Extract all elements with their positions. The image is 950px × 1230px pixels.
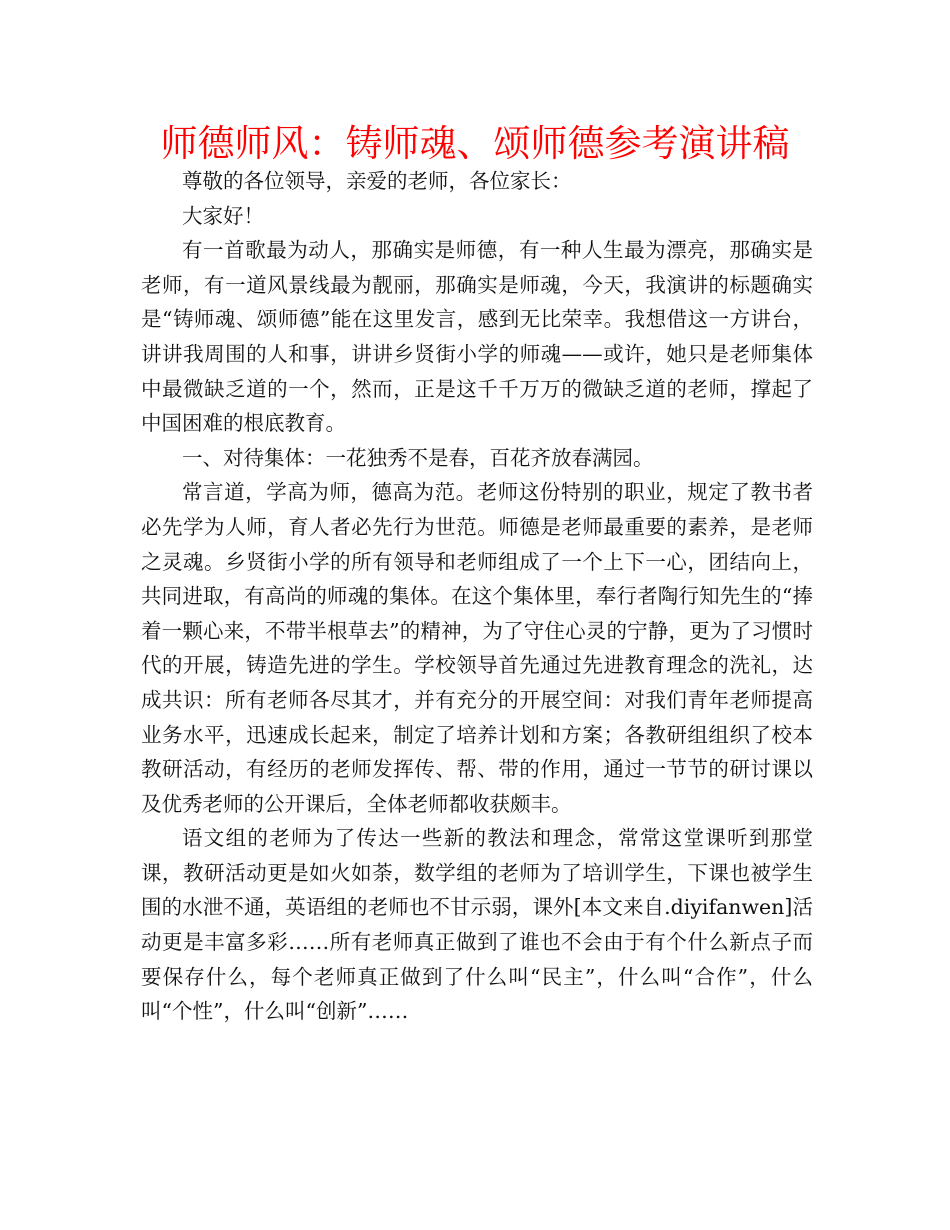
greeting-paragraph: 大家好！ <box>182 203 264 228</box>
document-body <box>141 164 813 1029</box>
body-paragraph: 语文组的老师为了传达一些新的教法和理念，常常这堂课听到那堂课，教研活动更是如火如荼，数学组的老师为了培训学生，下课也被学生围的水泄不通，英语组的老师也不甘示弱，课外[本文来自.diyifanwen]活动更是丰富多彩……所有老师真正做到了谁也不会由于有个什么新点子而要保存什么，每个老师真正做到了什么叫“民主”，什么叫“合作”，什么叫“个性”，什么叫“创新”…… <box>141 826 813 1024</box>
salutation-paragraph: 尊敬的各位领导，亲爱的老师，各位家长： <box>182 169 572 193</box>
section-heading-paragraph: 一、对待集体：一花独秀不是春，百花齐放春满园。 <box>182 445 654 470</box>
body-paragraph: 常言道，学高为师，德高为范。老师这份特别的职业，规定了教书者必先学为人师，育人者必先行为世范。师德是老师最重要的素养，是老师之灵魂。乡贤街小学的所有领导和老师组成了一个上下一心，团结向上，共同进取，有高尚的师魂的集体。在这个集体里，奉行者陶行知先生的“捧着一颗心来，不带半根草去”的精神，为了守住心灵的宁静，更为了习惯时代的开展，铸造先进的学生。学校领导首先通过先进教育理念的洗礼，达成共识：所有老师各尽其才，并有充分的开展空间：对我们青年老师提高业务水平，迅速成长起来，制定了培养计划和方案；各教研组组织了校本教研活动，有经历的老师发挥传、帮、带的作用，通过一节节的研讨课以及优秀老师的公开课后，全体老师都收获颇丰。 <box>141 480 813 816</box>
document-title: 师德师风：铸师魂、颂师德参考演讲稿 <box>160 122 790 165</box>
body-paragraph: 有一首歌最为动人，那确实是师德，有一种人生最为漂亮，那确实是老师，有一道风景线最为靓丽，那确实是师魂，今天，我演讲的标题确实是“铸师魂、颂师德”能在这里发言，感到无比荣幸。我想借这一方讲台，讲讲我周围的人和事，讲讲乡贤街小学的师魂——或许，她只是老师集体中最微缺乏道的一个，然而，正是这千千万万的微缺乏道的老师，撑起了中国困难的根底教育。 <box>141 238 813 436</box>
